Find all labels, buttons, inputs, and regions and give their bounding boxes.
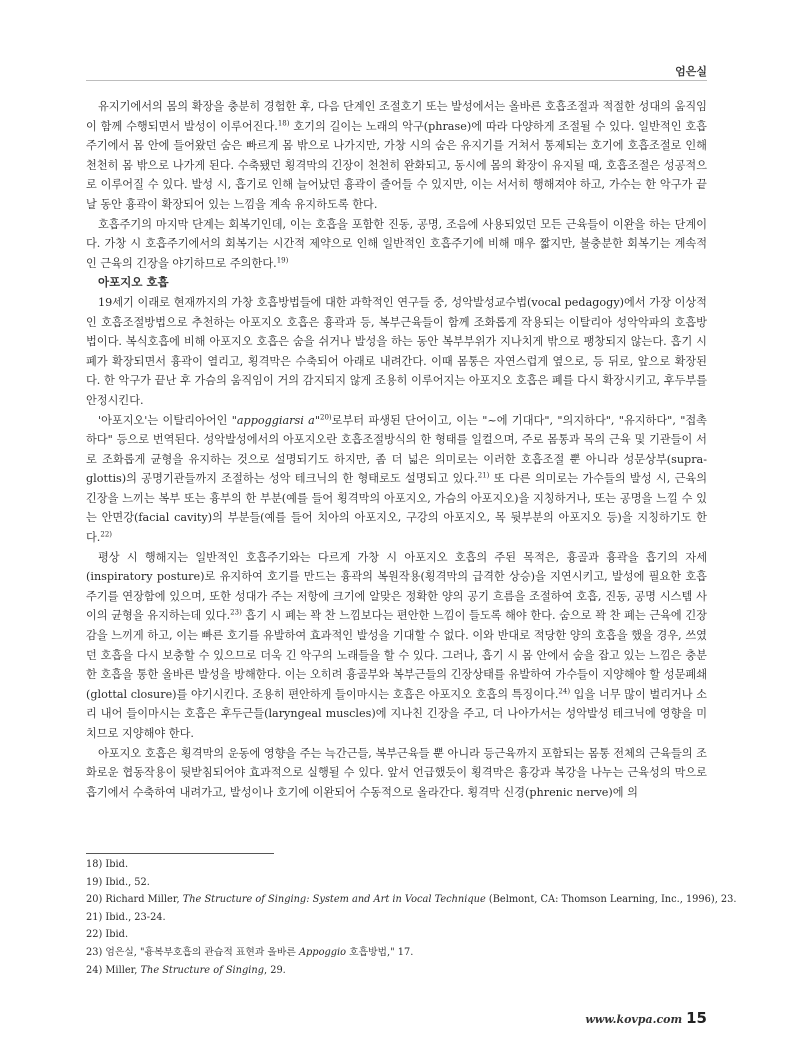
paragraph: 19세기 이래로 현재까지의 가창 호흡방법들에 대한 과학적인 연구들 중, 성악발성교수법(vocal pedagogy)에서 가장 이상적인 호흡조절방법으로 추천하는 아포지오 호흡은 흉곽과 등, 복부근육들이 함께 조화롭게 작용되는 이탈리아 성악악파의 호흡방법이다. 복식호흡에 비해 아포지오 호흡은 숨을 쉬거나 발성을 하는 동안 복부부위가 지나치게 밖으로 팽창되지 않는다. 흡기 시 폐가 확장되면서 흉곽이 열리고, 횡격막은 수축되어 아래로 내려간다. 이때 몸통은 자연스럽게 옆으로, 등 뒤로, 앞으로 확장된다. 한 악구가 끝난 후 가슴의 움직임이 거의 감지되지 않게 조용히 이루어지는 아포지오 호흡은 폐를 다시 확장시키고, 후두부를 안정시킨다. [86,295,707,407]
footnote: 24) Miller, The Structure of Singing, 29. [86,964,286,976]
paragraph: 유지기에서의 몸의 확장을 충분히 경험한 후, 다음 단계인 조절호기 또는 발성에서는 올바른 호흡조절과 적절한 성대의 움직임이 함께 수행되면서 발성이 이루어진다.$^{18)}$ 호기의 길이는 노래의 악구(phrase)에 따라 다양하게 조절될 수 있다. 일반적인 호흡주기에서 몸 안에 들어왔던 숨은 빠르게 몸 밖으로 나가지만, 가창 시의 숨은 유지기를 거쳐서 통제되는 호기에 호흡조절로 인해 천천히 몸 밖으로 나가게 된다. 수축됐던 횡격막의 긴장이 천천히 완화되고, 동시에 몸의 확장이 유지될 때, 호흡조절은 성공적으로 이루어질 수 있다. 발성 시, 흡기로 인해 늘어났던 흉곽이 줄어들 수 있지만, 이는 서서히 행해져야 하고, 가수는 한 악구가 끝날 동안 흉곽이 확장되어 있는 느낌을 계속 유지하도록 한다. [86,100,707,211]
footnote-ref[interactable]: 19) [276,256,289,265]
footnote: 21) Ibid., 23-24. [86,911,166,923]
footnote: 23) 엄은실, "흉복부호흡의 관습적 표현과 올바른 Appoggio 호흡방법," 17. [86,946,414,958]
footnote-ref[interactable]: 18) [277,118,290,127]
footnotes [86,856,737,979]
header-rule [86,80,707,81]
paragraph: '아포지오'는 이탈리아어인 "appoggiarsi a"$^{20)}$로부터 파생된 단어이고, 이는 "~에 기대다", "의지하다", "유지하다", "접촉하다" 등으로 번역된다. 성악발성에서의 아포지오란 호흡조절방식의 한 형태를 일컬으며, 주로 몸통과 목의 근육 및 기관들이 서로 조화롭게 균형을 유지하는 것으로 설명되기도 하지만, 좀 더 넓은 의미로는 이러한 호흡조절 뿐 아니라 성문상부(supra-glottis)의 공명기관들까지 조절하는 성악 테크닉의 한 형태로도 설명되고 있다.$^{21)}$ 또 다른 의미로는 가수들의 발성 시, 근육의 긴장을 느끼는 복부 또는 흉부의 한 부분(예를 들어 횡격막의 아포지오, 가슴의 아포지오)을 지칭하거나, 또는 공명을 느낄 수 있는 안면강(facial cavity)의 부분들(예를 들어 치아의 아포지오, 구강의 아포지오, 목 뒷부분의 아포지오 등)을 지칭하기도 한다.$^{22)}$ [86,412,707,545]
footnote-ref[interactable]: 23) [230,608,242,617]
article-body [86,97,707,802]
footnote-rule [86,853,274,854]
footnote: 20) Richard Miller, The Structure of Singing: System and Art in Vocal Technique (Belmont, CA: Thomson Learning, Inc., 1996), 23. [86,894,737,906]
footnote: 18) Ibid. [86,859,129,870]
paragraph: 아포지오 호흡은 횡격막의 운동에 영향을 주는 늑간근들, 복부근육들 뿐 아니라 등근육까지 포함되는 몸통 전체의 근육들의 조화로운 협동작용이 뒷받침되어야 효과적으로 실행될 수 있다. 앞서 언급했듯이 횡격막은 흉강과 복강을 나누는 근육성의 막으로 흡기에서 수축하여 내려가고, 발성이나 호기에 이완되어 수동적으로 올라간다. 횡격막 신경(phrenic nerve)에 의 [86,746,707,799]
footnote: 22) Ibid. [86,929,129,941]
footnote-ref[interactable]: 24) [558,687,571,696]
page-number: 15 [686,1009,707,1027]
footnote-ref[interactable]: 22) [100,530,113,539]
section-heading: 아포지오 호흡 [98,275,169,290]
footnote-ref[interactable]: 20) [320,412,332,421]
footer-url[interactable]: www.kovpa.com [585,1013,683,1026]
header-author: 엄은실 [675,65,707,78]
paragraph: 평상 시 행해지는 일반적인 호흡주기와는 다르게 가창 시 아포지오 호흡의 주된 목적은, 흉골과 흉곽을 흡기의 자세(inspiratory posture)로 유지하여 호기를 만드는 흉곽의 복원작용(횡격막의 급격한 상승)을 지연시키고, 발성에 필요한 호흡주기를 연장함에 있으며, 또한 성대가 주는 저항에 크기에 알맞은 정확한 양의 공기 흐름을 조절하여 호흡, 진동, 공명 시스템 사이의 균형을 유지하는데 있다.$^{23)}$ 흡기 시 폐는 꽉 찬 느낌보다는 편안한 느낌이 들도록 해야 한다. 숨으로 꽉 찬 폐는 근육에 긴장감을 느끼게 하고, 이는 빠른 호기를 유발하여 효과적인 발성을 기대할 수 없다. 이와 반대로 적당한 양의 호흡을 했을 경우, 쓰였던 호흡을 다시 보충할 수 있으므로 더욱 긴 악구의 노래들을 할 수 있다. 그러나, 흡기 시 몸 안에서 숨을 잡고 있는 느낌은 충분한 호흡을 통한 올바른 발성을 방해한다. 이는 오히려 흉골부와 복부근들의 긴장상태를 유발하여 가수들이 지양해야 할 성문폐쇄(glottal closure)를 야기시킨다. 조용히 편안하게 들이마시는 호흡은 아포지오 호흡의 특징이다.$^{24)}$ 입을 너무 많이 벌리거나 소리 내어 들이마시는 호흡은 후두근들(laryngeal muscles)에 지나친 긴장을 주고, 더 나아가서는 성악발성 테크닉에 영향을 미치므로 지양해야 한다. [86,550,707,740]
footnote-ref[interactable]: 21) [477,471,490,480]
footnote: 19) Ibid., 52. [86,876,150,888]
page-footer [585,1008,707,1027]
paragraph: 호흡주기의 마지막 단계는 회복기인데, 이는 호흡을 포함한 진동, 공명, 조음에 사용되었던 모든 근육들이 이완을 하는 단계이다. 가창 시 호흡주기에서의 회복기는 시간적 제약으로 인해 일반적인 호흡주기에 비해 매우 짧지만, 불충분한 회복기는 계속적인 근육의 긴장을 야기하므로 주의한다.$^{19)}$ [86,217,707,270]
